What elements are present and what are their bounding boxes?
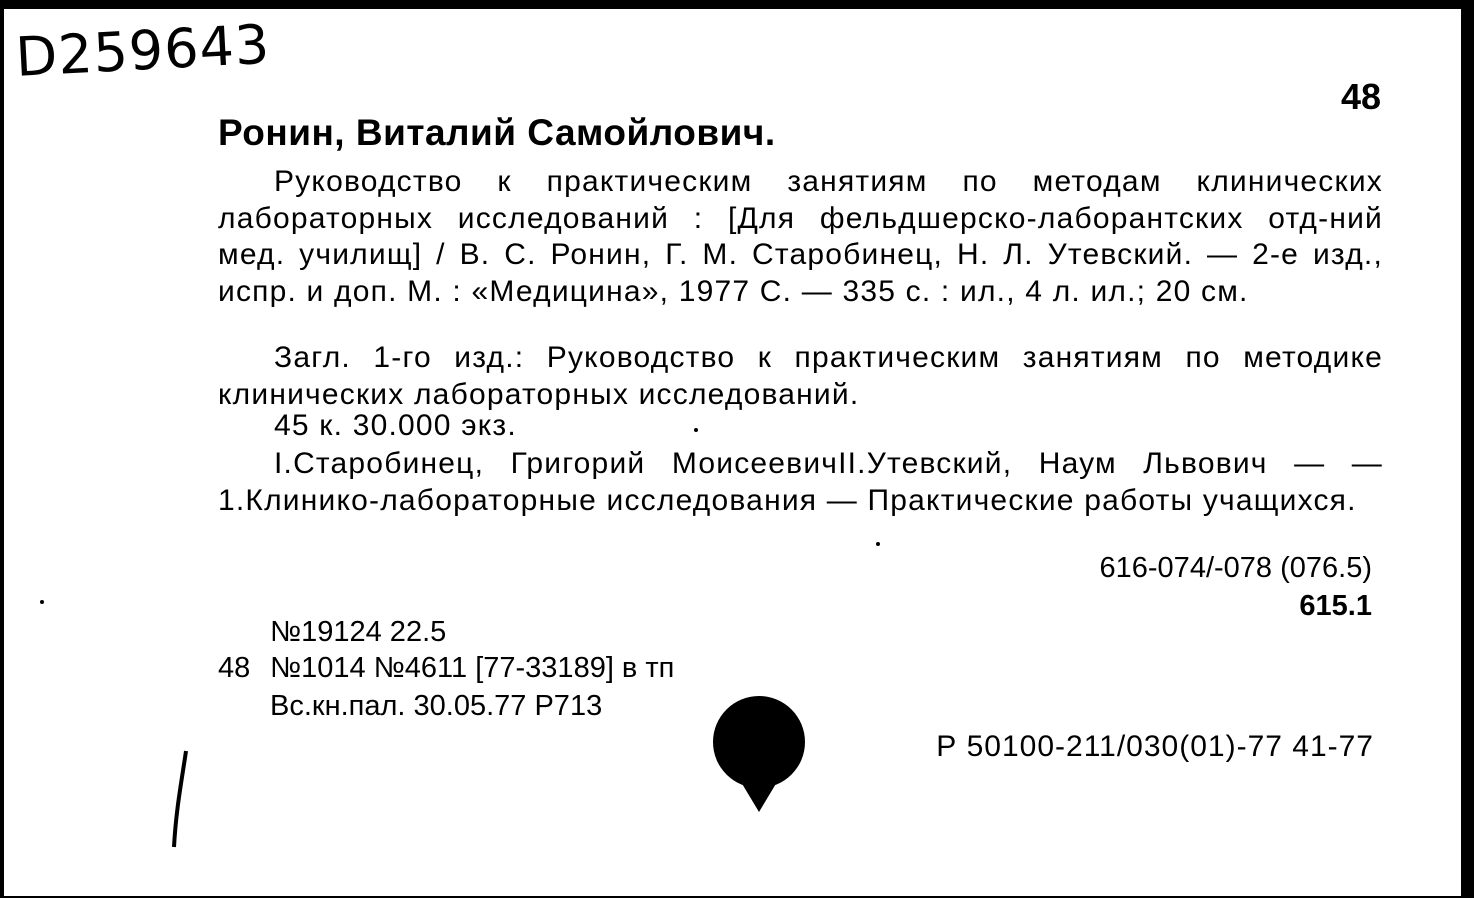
udc-secondary: 615.1: [1299, 590, 1372, 622]
pen-stroke-icon: [164, 749, 204, 849]
price-print-run: 45 к. 30.000 экз.: [274, 409, 517, 442]
card-number: 48: [1341, 76, 1382, 117]
bibliographic-description: Руководство к практическим занятиям по методам клинических лабораторных исследований : [Для фельдшерско-лаборантских отд-ний мед. училищ] / В. С. Ронин, Г. М. Старобинец, Н. Л. Утевский. — 2-е изд., испр. и доп. М. : «Медицина», 1977 С. — 335 с. : ил., 4 л. ил.; 20 см.: [218, 165, 1383, 308]
speck: [876, 542, 880, 546]
card-top-edge: [4, 4, 1469, 9]
tech-line-2: №1014 №4611 [77-33189] в тп: [270, 652, 675, 684]
handwritten-code: D259643: [14, 12, 272, 89]
card-right-edge: [1461, 4, 1469, 896]
catalog-card: [4, 4, 1469, 896]
author-heading: Ронин, Виталий Самойлович.: [218, 112, 776, 153]
speck: [40, 600, 44, 604]
speck: [694, 428, 698, 432]
tech-line-1: №19124 22.5: [270, 616, 447, 648]
ink-blot-icon: [711, 694, 806, 814]
subject-headings: I.Старобинец, Григорий МоисеевичII.Утевский, Наум Львович — — 1.Клинико-лабораторные исследования — Практические работы учащихся.: [218, 447, 1383, 517]
tech-line-3: Вс.кн.пал. 30.05.77 Р713: [270, 690, 603, 722]
udc-primary: 616-074/-078 (076.5): [1099, 552, 1372, 584]
title-note: Загл. 1-го изд.: Руководство к практическим занятиям по методике клинических лабораторных исследований.: [218, 341, 1383, 411]
tech-line-2-prefix: 48: [218, 652, 251, 684]
publisher-index: Р 50100-211/030(01)-77 41-77: [936, 730, 1374, 763]
